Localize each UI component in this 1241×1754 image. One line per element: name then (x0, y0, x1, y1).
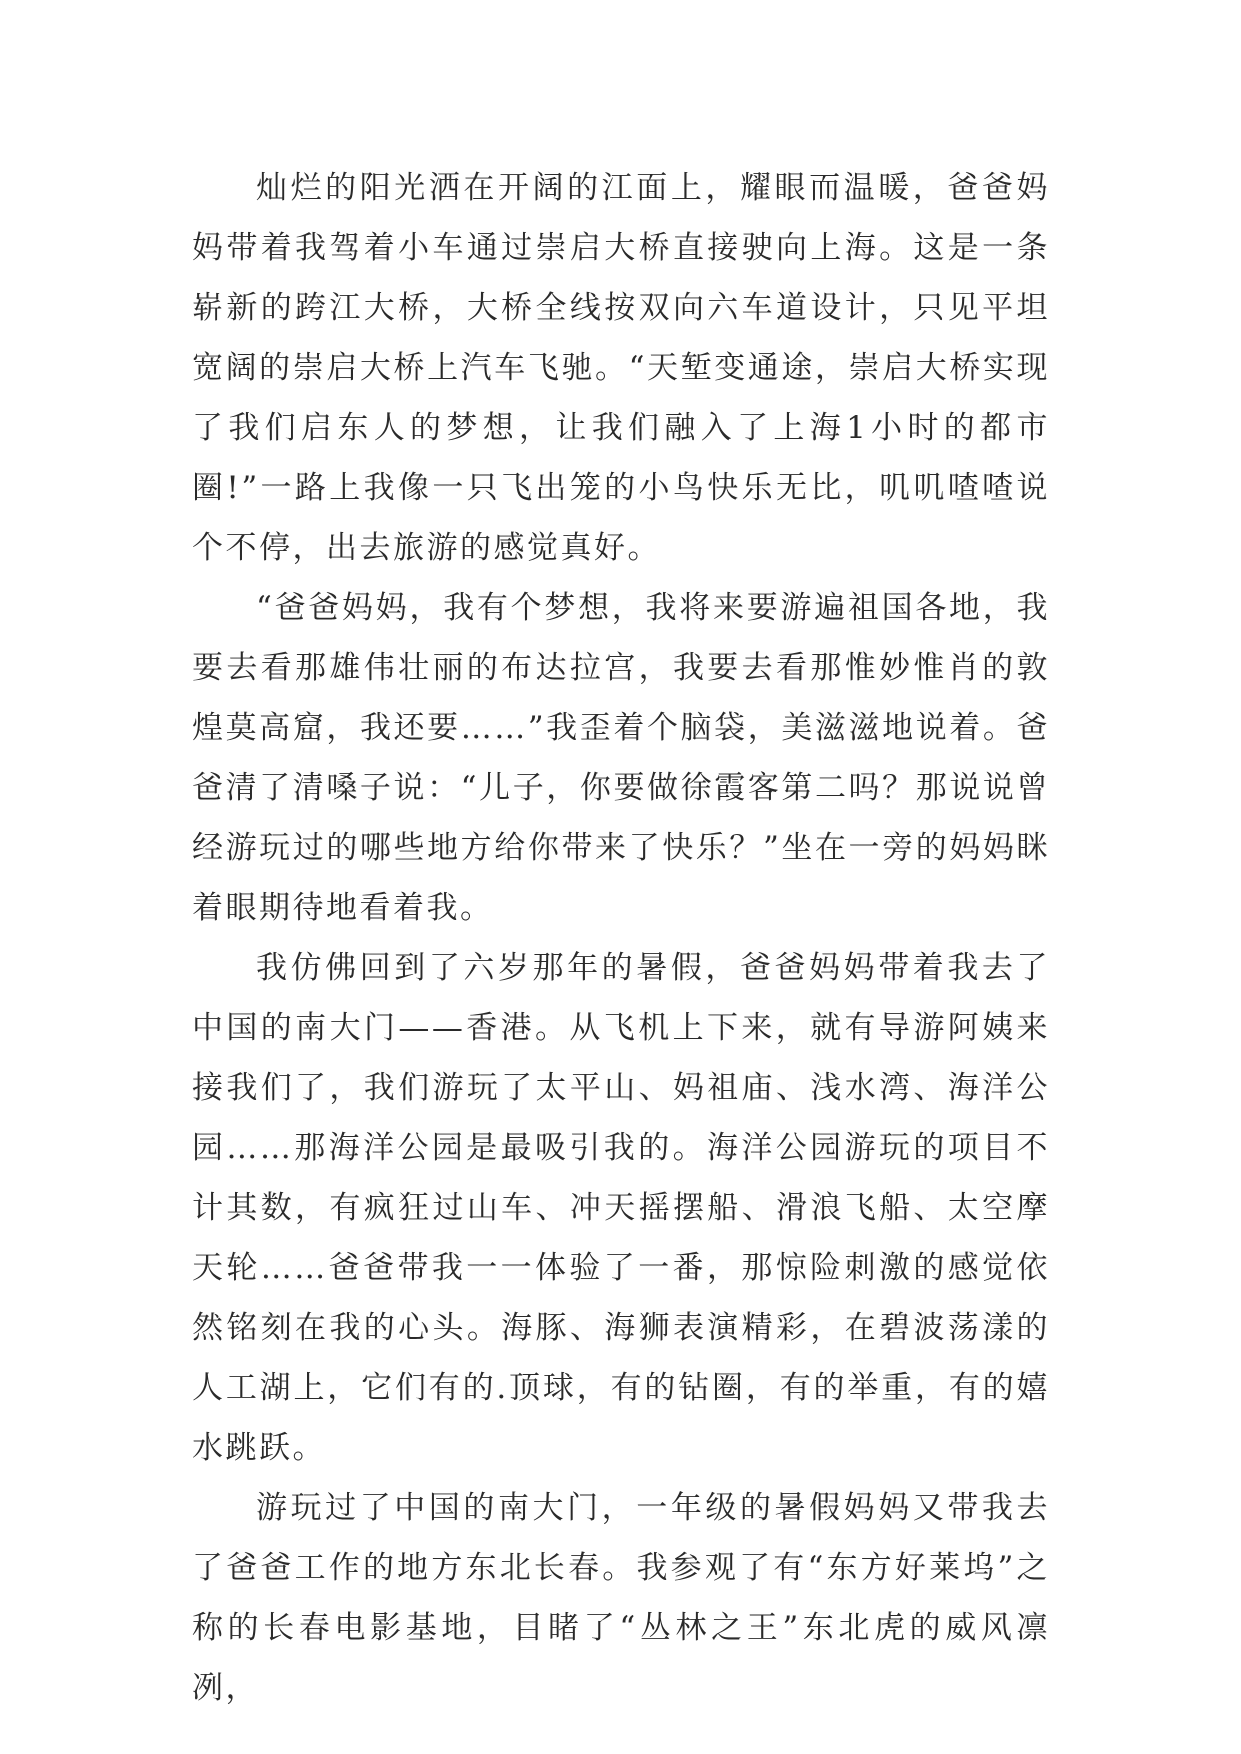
paragraph-3: 我仿佛回到了六岁那年的暑假，爸爸妈妈带着我去了中国的南大门——香港。从飞机上下来，就有导游阿姨来接我们了，我们游玩了太平山、妈祖庙、浅水湾、海洋公园……那海洋公园是最吸引我的。海洋公园游玩的项目不计其数，有疯狂过山车、冲天摇摆船、滑浪飞船、太空摩天轮……爸爸带我一一体验了一番，那惊险刺激的感觉依然铭刻在我的心头。海豚、海狮表演精彩，在碧波荡漾的人工湖上，它们有的.顶球，有的钻圈，有的举重，有的嬉水跳跃。 (192, 950, 1050, 1466)
article-body (192, 158, 1050, 1718)
paragraph-4: 游玩过了中国的南大门，一年级的暑假妈妈又带我去了爸爸工作的地方东北长春。我参观了有“东方好莱坞”之称的长春电影基地，目睹了“丛林之王”东北虎的威风凛冽， (192, 1490, 1050, 1706)
paragraph-1: 灿烂的阳光洒在开阔的江面上，耀眼而温暖，爸爸妈妈带着我驾着小车通过崇启大桥直接驶向上海。这是一条崭新的跨江大桥，大桥全线按双向六车道设计，只见平坦宽阔的崇启大桥上汽车飞驰。“天堑变通途，崇启大桥实现了我们启东人的梦想，让我们融入了上海1小时的都市圈!”一路上我像一只飞出笼的小鸟快乐无比，叽叽喳喳说个不停，出去旅游的感觉真好。 (192, 170, 1050, 566)
paragraph-2: “爸爸妈妈，我有个梦想，我将来要游遍祖国各地，我要去看那雄伟壮丽的布达拉宫，我要去看那惟妙惟肖的敦煌莫高窟，我还要……”我歪着个脑袋，美滋滋地说着。爸爸清了清嗓子说：“儿子，你要做徐霞客第二吗？那说说曾经游玩过的哪些地方给你带来了快乐？”坐在一旁的妈妈眯着眼期待地看着我。 (192, 590, 1050, 926)
